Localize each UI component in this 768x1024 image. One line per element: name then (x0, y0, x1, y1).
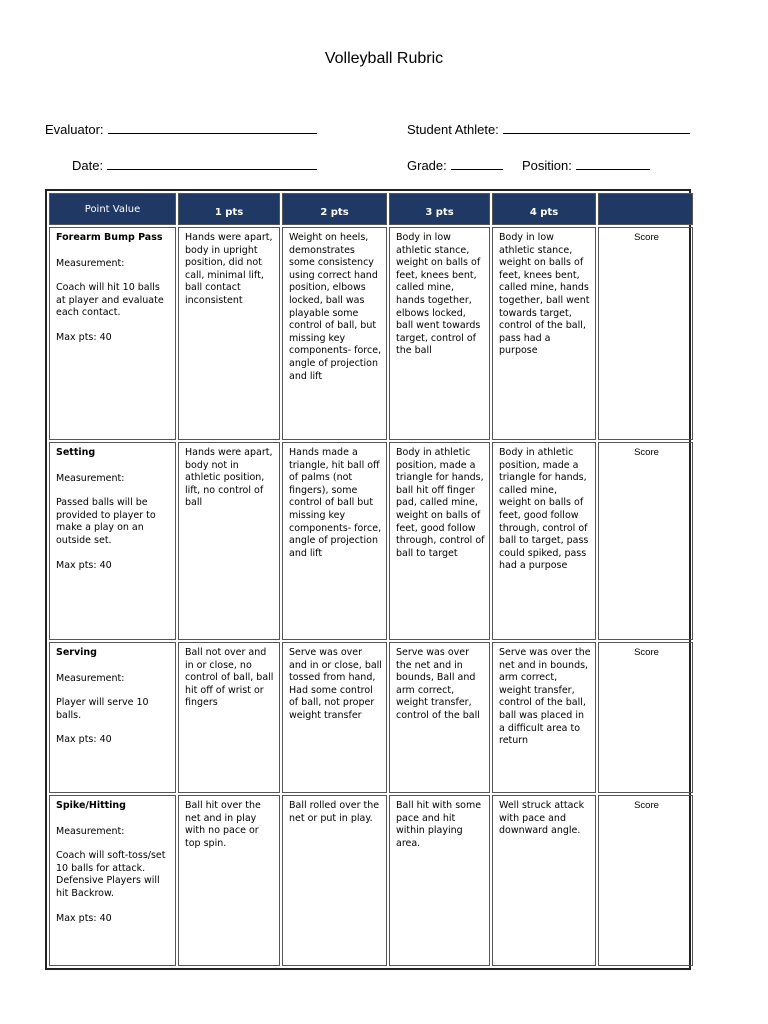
table-row (49, 642, 693, 793)
criterion-name: Forearm Bump Pass (56, 232, 163, 243)
position-label: Position: (522, 158, 572, 173)
descriptor-1-pts: Ball hit over the net and in play with no pace or top spin. (178, 795, 280, 966)
descriptor-3-pts: Ball hit with some pace and hit within playing area. (389, 795, 490, 966)
student-athlete-line[interactable] (503, 121, 690, 134)
table-row (49, 795, 693, 966)
criterion-cell (49, 442, 176, 640)
descriptor-2-pts: Weight on heels, demonstrates some consistency using correct hand position, elbows locked, ball was playable some control of ball, but missing key components- force, angle of projection and lift (282, 227, 387, 440)
header-1-pts: 1 pts (178, 193, 280, 225)
evaluator-line[interactable] (108, 121, 317, 134)
measurement-label: Measurement: (56, 257, 125, 269)
measurement-label: Measurement: (56, 825, 125, 837)
measurement-description: Coach will soft-toss/set 10 balls for attack. Defensive Players will hit Backrow. (56, 850, 166, 899)
score-cell[interactable]: Score (598, 227, 693, 440)
header-row (49, 193, 693, 225)
descriptor-4-pts: Body in athletic position, made a triangle for hands, called mine, weight on balls of feet, good follow through, control of ball to target, pass could spiked, pass had a purpose (492, 442, 596, 640)
date-label: Date: (72, 158, 104, 173)
criterion-cell (49, 227, 176, 440)
descriptor-2-pts: Ball rolled over the net or put in play. (282, 795, 387, 966)
descriptor-2-pts: Hands made a triangle, hit ball off of palms (not fingers), some control of ball but missing key components- force, angle of projection and lift (282, 442, 387, 640)
measurement-description: Player will serve 10 balls. (56, 697, 149, 721)
measurement-label: Measurement: (56, 472, 125, 484)
date-line[interactable] (107, 157, 317, 170)
descriptor-1-pts: Hands were apart, body in upright position, did not call, minimal lift, ball contact inconsistent (178, 227, 280, 440)
grade-label: Grade: (407, 158, 447, 173)
descriptor-1-pts: Hands were apart, body not in athletic position, lift, no control of ball (178, 442, 280, 640)
descriptor-3-pts: Body in athletic position, made a triangle for hands, ball hit off finger pad, called mine, weight on balls of feet, good follow through, control of ball to target (389, 442, 490, 640)
score-cell[interactable]: Score (598, 642, 693, 793)
descriptor-1-pts: Ball not over and in or close, no control of ball, ball hit off of wrist or fingers (178, 642, 280, 793)
criterion-name: Serving (56, 647, 97, 658)
header-4-pts: 4 pts (492, 193, 596, 225)
position-line[interactable] (576, 157, 650, 170)
grade-line[interactable] (451, 157, 503, 170)
measurement-description: Passed balls will be provided to player to make a play on an outside set. (56, 497, 156, 546)
score-cell[interactable]: Score (598, 442, 693, 640)
evaluator-field[interactable] (45, 121, 317, 137)
student-athlete-field[interactable] (407, 121, 690, 137)
criterion-cell (49, 642, 176, 793)
header-3-pts: 3 pts (389, 193, 490, 225)
max-points: Max pts: 40 (56, 912, 112, 924)
max-points: Max pts: 40 (56, 331, 112, 343)
criterion-name: Setting (56, 447, 96, 458)
score-cell[interactable]: Score (598, 795, 693, 966)
student-athlete-label: Student Athlete: (407, 122, 499, 137)
rubric-table-frame (45, 189, 691, 970)
date-field[interactable] (72, 157, 317, 173)
criterion-cell (49, 795, 176, 966)
table-row (49, 442, 693, 640)
evaluator-label: Evaluator: (45, 122, 104, 137)
descriptor-3-pts: Body in low athletic stance, weight on balls of feet, knees bent, called mine, hands together, elbows locked, ball went towards target, control of the ball (389, 227, 490, 440)
max-points: Max pts: 40 (56, 559, 112, 571)
descriptor-3-pts: Serve was over the net and in bounds, Ball and arm correct, weight transfer, control of the ball (389, 642, 490, 793)
header-point-value: Point Value (49, 193, 176, 225)
position-field[interactable] (522, 157, 650, 173)
table-row (49, 227, 693, 440)
max-points: Max pts: 40 (56, 734, 112, 746)
descriptor-2-pts: Serve was over and in or close, ball tossed from hand, Had some control of ball, not proper weight transfer (282, 642, 387, 793)
measurement-label: Measurement: (56, 672, 125, 684)
measurement-description: Coach will hit 10 balls at player and evaluate each contact. (56, 282, 164, 319)
descriptor-4-pts: Well struck attack with pace and downward angle. (492, 795, 596, 966)
header-2-pts: 2 pts (282, 193, 387, 225)
header-score (598, 193, 693, 225)
criterion-name: Spike/Hitting (56, 800, 126, 811)
descriptor-4-pts: Body in low athletic stance, weight on balls of feet, knees bent, called mine, hands together, ball went towards target, control of the ball, pass had a purpose (492, 227, 596, 440)
rubric-table (47, 191, 695, 968)
descriptor-4-pts: Serve was over the net and in bounds, arm correct, weight transfer, control of the ball, ball was placed in a difficult area to return (492, 642, 596, 793)
grade-field[interactable] (407, 157, 503, 173)
page-title: Volleyball Rubric (324, 50, 444, 67)
